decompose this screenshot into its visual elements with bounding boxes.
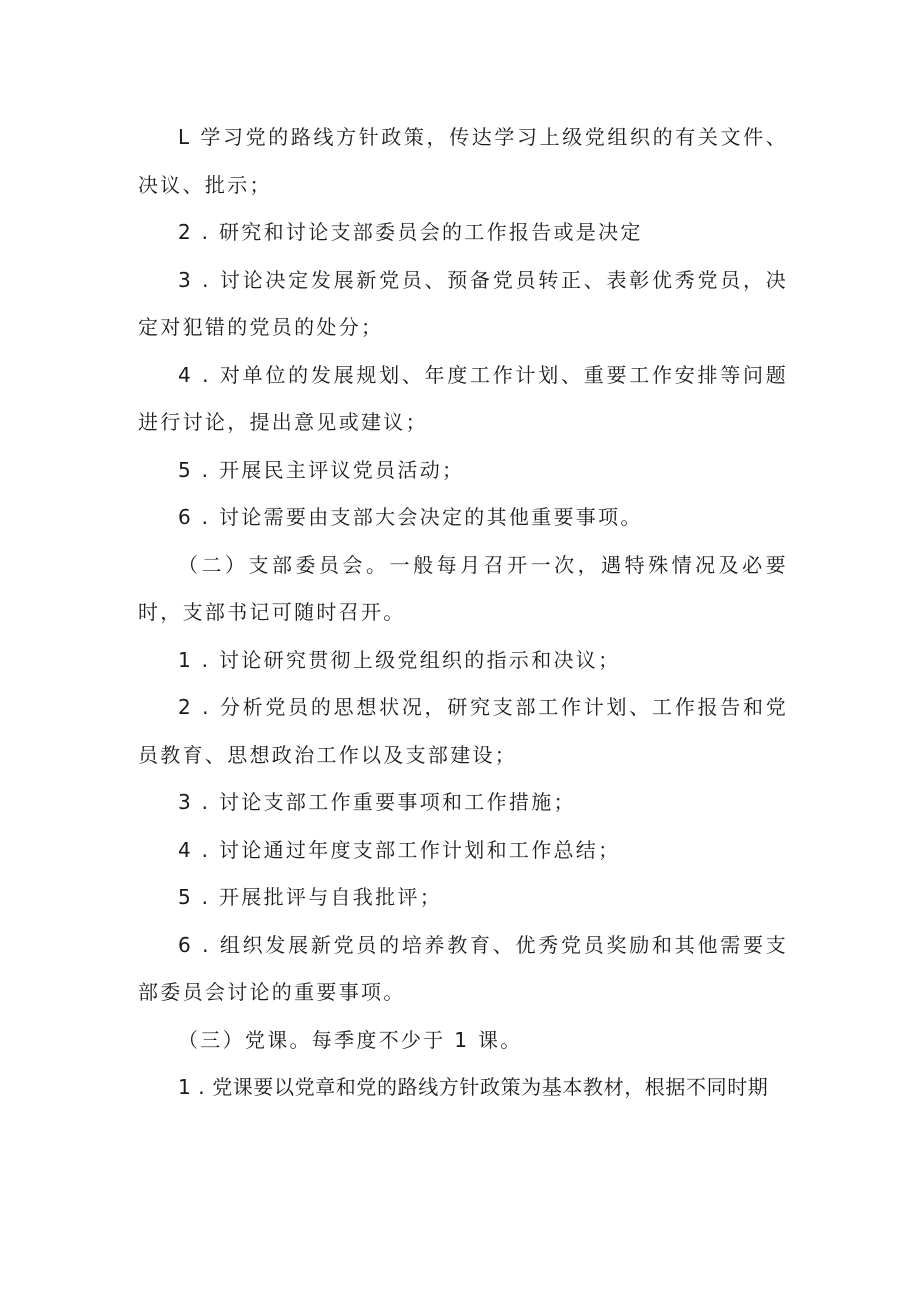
paragraph-9: 2 . 分析党员的思想状况，研究支部工作计划、工作报告和党员教育、思想政治工作以及支部建设； <box>138 695 788 767</box>
paragraph-5: 5 . 开展民主评议党员活动； <box>178 457 465 482</box>
paragraph-11: 4 . 讨论通过年度支部工作计划和工作总结； <box>178 837 621 862</box>
section-heading-party-lecture: （三）党课。每季度不少于 1 课。 <box>178 1027 523 1052</box>
paragraph-13: 6 . 组织发展新党员的培养教育、优秀党员奖励和其他需要支部委员会讨论的重要事项。 <box>138 932 788 1004</box>
paragraph-2: 2 . 研究和讨论支部委员会的工作报告或是决定 <box>178 220 643 244</box>
paragraph-1: L 学习党的路线方针政策，传达学习上级党组织的有关文件、决议、批示； <box>138 125 788 197</box>
paragraph-4: 4 . 对单位的发展规划、年度工作计划、重要工作安排等问题进行讨论，提出意见或建议； <box>138 362 788 434</box>
paragraph-8: 1 . 讨论研究贯彻上级党组织的指示和决议； <box>178 647 621 672</box>
paragraph-3: 3 . 讨论决定发展新党员、预备党员转正、表彰优秀党员，决定对犯错的党员的处分； <box>138 267 788 339</box>
paragraph-12: 5 . 开展批评与自我批评； <box>178 885 442 909</box>
section-heading-branch-committee: （二）支部委员会。一般每月召开一次，遇特殊情况及必要时，支部书记可随时召开。 <box>138 552 788 624</box>
paragraph-10: 3 . 讨论支部工作重要事项和工作措施； <box>178 790 576 814</box>
document-body <box>138 114 788 1112</box>
paragraph-6: 6 . 讨论需要由支部大会决定的其他重要事项。 <box>178 505 643 529</box>
paragraph-15: 1 . 党课要以党章和党的路线方针政策为基本教材，根据不同时期 <box>178 1075 769 1099</box>
